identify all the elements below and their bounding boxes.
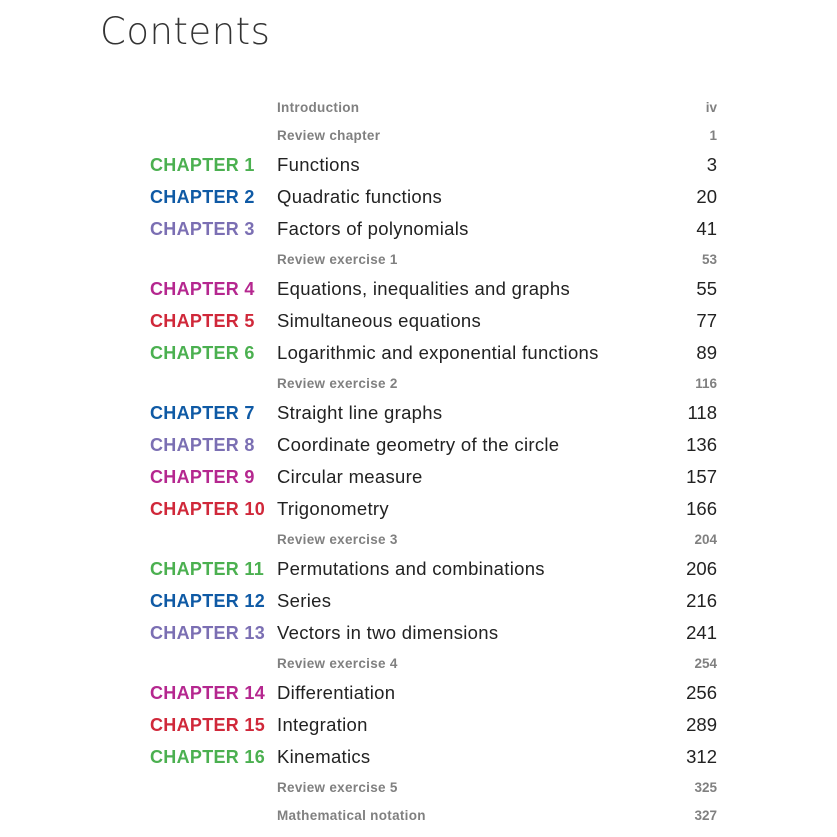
toc-chapter-row[interactable] bbox=[150, 493, 717, 525]
toc-chapter-row[interactable] bbox=[150, 305, 717, 337]
page-number: 216 bbox=[686, 590, 717, 611]
page-number: 312 bbox=[686, 746, 717, 767]
chapter-label: CHAPTER 7 bbox=[150, 402, 255, 423]
entry-title: Review exercise 1 bbox=[277, 251, 398, 267]
page-number: 166 bbox=[686, 498, 717, 519]
chapter-label: CHAPTER 16 bbox=[150, 746, 266, 767]
page-number: 118 bbox=[687, 402, 717, 423]
page-number: 327 bbox=[694, 807, 717, 823]
entry-title: Equations, inequalities and graphs bbox=[277, 278, 571, 299]
page-number: 254 bbox=[694, 655, 717, 671]
entry-title: Vectors in two dimensions bbox=[277, 622, 499, 643]
entry-title: Logarithmic and exponential functions bbox=[277, 342, 599, 363]
page-number: 136 bbox=[686, 434, 717, 455]
toc-review-row[interactable] bbox=[150, 773, 717, 801]
toc-chapter-row[interactable] bbox=[150, 461, 717, 493]
entry-title: Review chapter bbox=[277, 127, 381, 143]
toc-review-row[interactable] bbox=[150, 121, 717, 149]
chapter-label: CHAPTER 14 bbox=[150, 682, 266, 703]
toc-chapter-row[interactable] bbox=[150, 149, 717, 181]
table-of-contents bbox=[150, 93, 717, 829]
toc-chapter-row[interactable] bbox=[150, 337, 717, 369]
page-number: iv bbox=[705, 99, 717, 115]
toc-chapter-row[interactable] bbox=[150, 429, 717, 461]
toc-chapter-row[interactable] bbox=[150, 273, 717, 305]
toc-review-row[interactable] bbox=[150, 93, 717, 121]
toc-chapter-row[interactable] bbox=[150, 397, 717, 429]
page-title: Contents bbox=[100, 10, 271, 53]
entry-title: Straight line graphs bbox=[277, 402, 443, 423]
entry-title: Introduction bbox=[277, 99, 360, 115]
entry-title: Review exercise 3 bbox=[277, 531, 398, 547]
entry-title: Circular measure bbox=[277, 466, 423, 487]
chapter-label: CHAPTER 2 bbox=[150, 186, 255, 207]
toc-review-row[interactable] bbox=[150, 369, 717, 397]
chapter-label: CHAPTER 11 bbox=[150, 558, 265, 579]
page-number: 204 bbox=[694, 531, 717, 547]
chapter-label: CHAPTER 1 bbox=[150, 154, 255, 175]
toc-review-row[interactable] bbox=[150, 649, 717, 677]
entry-title: Series bbox=[277, 590, 332, 611]
entry-title: Factors of polynomials bbox=[277, 218, 469, 239]
toc-chapter-row[interactable] bbox=[150, 213, 717, 245]
page-number: 157 bbox=[686, 466, 717, 487]
page-number: 41 bbox=[696, 218, 717, 239]
page-number: 1 bbox=[709, 127, 717, 143]
entry-title: Functions bbox=[277, 154, 360, 175]
entry-title: Quadratic functions bbox=[277, 186, 443, 207]
page-number: 289 bbox=[686, 714, 717, 735]
page-number: 55 bbox=[696, 278, 717, 299]
entry-title: Review exercise 4 bbox=[277, 655, 398, 671]
chapter-label: CHAPTER 3 bbox=[150, 218, 255, 239]
entry-title: Coordinate geometry of the circle bbox=[277, 434, 560, 455]
chapter-label: CHAPTER 9 bbox=[150, 466, 255, 487]
chapter-label: CHAPTER 8 bbox=[150, 434, 255, 455]
page-number: 256 bbox=[686, 682, 717, 703]
chapter-label: CHAPTER 5 bbox=[150, 310, 255, 331]
entry-title: Mathematical notation bbox=[277, 807, 426, 823]
page-number: 325 bbox=[694, 779, 717, 795]
toc-chapter-row[interactable] bbox=[150, 617, 717, 649]
toc-chapter-row[interactable] bbox=[150, 709, 717, 741]
chapter-label: CHAPTER 15 bbox=[150, 714, 266, 735]
chapter-label: CHAPTER 12 bbox=[150, 590, 266, 611]
page-number: 20 bbox=[696, 186, 717, 207]
toc-chapter-row[interactable] bbox=[150, 677, 717, 709]
toc-chapter-row[interactable] bbox=[150, 181, 717, 213]
toc-review-row[interactable] bbox=[150, 801, 717, 829]
toc-review-row[interactable] bbox=[150, 245, 717, 273]
chapter-label: CHAPTER 4 bbox=[150, 278, 255, 299]
chapter-label: CHAPTER 10 bbox=[150, 498, 266, 519]
entry-title: Differentiation bbox=[277, 682, 396, 703]
toc-chapter-row[interactable] bbox=[150, 553, 717, 585]
entry-title: Review exercise 2 bbox=[277, 375, 398, 391]
page-number: 206 bbox=[686, 558, 717, 579]
chapter-label: CHAPTER 13 bbox=[150, 622, 266, 643]
toc-chapter-row[interactable] bbox=[150, 741, 717, 773]
page-number: 77 bbox=[696, 310, 717, 331]
entry-title: Review exercise 5 bbox=[277, 779, 398, 795]
entry-title: Trigonometry bbox=[277, 498, 389, 519]
page-number: 89 bbox=[696, 342, 717, 363]
entry-title: Permutations and combinations bbox=[277, 558, 545, 579]
toc-review-row[interactable] bbox=[150, 525, 717, 553]
page-number: 53 bbox=[701, 251, 717, 267]
page-number: 241 bbox=[686, 622, 717, 643]
entry-title: Integration bbox=[277, 714, 368, 735]
page-number: 116 bbox=[695, 375, 717, 391]
page-number: 3 bbox=[706, 154, 717, 175]
entry-title: Simultaneous equations bbox=[277, 310, 482, 331]
toc-chapter-row[interactable] bbox=[150, 585, 717, 617]
chapter-label: CHAPTER 6 bbox=[150, 342, 255, 363]
entry-title: Kinematics bbox=[277, 746, 371, 767]
